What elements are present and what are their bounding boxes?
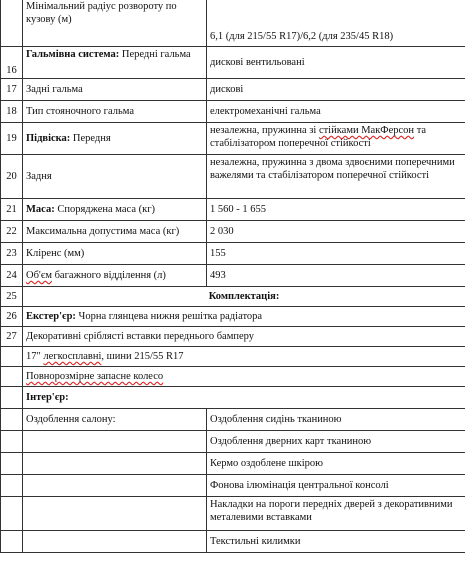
equipment-item [23, 347, 465, 367]
spec-value: дискові вентильовані [207, 47, 465, 79]
spec-value [207, 123, 465, 155]
row-number [1, 453, 23, 475]
section-title: Комплектація: [23, 287, 465, 307]
equipment-item: Кермо оздоблене шкірою [207, 453, 465, 475]
spec-label-spellcheck: Об'єм [26, 270, 52, 281]
group-heading: Інтер'єр: [23, 387, 465, 409]
spec-label-text: Передні гальма [119, 49, 191, 60]
row-number [1, 497, 23, 531]
equipment-text-spellcheck: Повнорозмірне запасне колесо [26, 371, 164, 382]
row-number: 18 [1, 101, 23, 123]
spec-value: 6,1 (для 215/55 R17)/6,2 (для 235/45 R18) [207, 0, 465, 47]
table-row [1, 497, 465, 531]
row-number: 20 [1, 155, 23, 199]
table-row [1, 475, 465, 497]
value-text: та стабілізатором поперечної стійкості [210, 125, 427, 149]
equipment-text: Чорна глянцева нижня решітка радіатора [75, 311, 263, 322]
row-number [1, 387, 23, 409]
group-heading: Маса: [26, 204, 55, 215]
row-number [1, 0, 23, 47]
spec-label [23, 47, 207, 79]
value-text: незалежна, пружинна зі [210, 125, 319, 136]
spec-label [23, 475, 207, 497]
group-heading: Підвіска: [26, 133, 71, 144]
spec-value: 493 [207, 265, 465, 287]
spec-label: Кліренс (мм) [23, 243, 207, 265]
spec-label [23, 497, 207, 531]
spec-label-text: Передня [70, 133, 111, 144]
table-row [1, 0, 465, 47]
row-number: 22 [1, 221, 23, 243]
table-row [1, 221, 465, 243]
table-row [1, 79, 465, 101]
spec-label: Задні гальма [23, 79, 207, 101]
spec-label [23, 431, 207, 453]
row-number: 24 [1, 265, 23, 287]
table-row [1, 431, 465, 453]
spec-value: дискові [207, 79, 465, 101]
table-row [1, 531, 465, 553]
spec-label: Мінімальний радіус розвороту по кузову (м) [23, 0, 207, 47]
row-number: 27 [1, 327, 23, 347]
value-text-spellcheck: стійками МакФерсон [318, 125, 415, 136]
spec-label: Задня [23, 155, 207, 199]
row-number [1, 367, 23, 387]
row-number [1, 431, 23, 453]
row-number [1, 347, 23, 367]
equipment-item [23, 367, 465, 387]
section-row [1, 287, 465, 307]
spec-value: 2 030 [207, 221, 465, 243]
spec-label [23, 265, 207, 287]
equipment-text: , шини 215/55 R17 [101, 351, 184, 362]
table-row [1, 409, 465, 431]
row-number [1, 531, 23, 553]
spec-label [23, 199, 207, 221]
spec-label: Тип стояночного гальма [23, 101, 207, 123]
spec-label-text: багажного відділення (л) [51, 270, 166, 281]
row-number [1, 475, 23, 497]
equipment-item: Оздоблення дверних карт тканиною [207, 431, 465, 453]
row-number: 23 [1, 243, 23, 265]
equipment-item: Накладки на пороги передніх дверей з декоративними металевими вставками [207, 497, 465, 531]
row-number [1, 409, 23, 431]
spec-label [23, 531, 207, 553]
spec-label: Оздоблення салону: [23, 409, 207, 431]
group-heading: Гальмівна система: [26, 49, 120, 60]
row-number: 19 [1, 123, 23, 155]
spec-value: 1 560 - 1 655 [207, 199, 465, 221]
equipment-item [23, 307, 465, 327]
table-row [1, 327, 465, 347]
table-row [1, 199, 465, 221]
equipment-item: Оздоблення сидінь тканиною [207, 409, 465, 431]
row-number: 25 [1, 287, 23, 307]
table-row [1, 101, 465, 123]
spec-label: Максимальна допустима маса (кг) [23, 221, 207, 243]
row-number: 26 [1, 307, 23, 327]
spec-label-text: Споряджена маса (кг) [54, 204, 156, 215]
equipment-item: Декоративні сріблясті вставки переднього бамперу [23, 327, 465, 347]
row-number: 21 [1, 199, 23, 221]
equipment-item: Фонова ілюмінація центральної консолі [207, 475, 465, 497]
row-number: 16 [1, 47, 23, 79]
table-row [1, 453, 465, 475]
spec-value: електромеханічні гальма [207, 101, 465, 123]
row-number: 17 [1, 79, 23, 101]
equipment-text-spellcheck: легкосплавні [43, 351, 102, 362]
group-heading: Екстер'єр: [26, 311, 76, 322]
table-row [1, 155, 465, 199]
section-row [1, 387, 465, 409]
table-row [1, 47, 465, 79]
equipment-text: 17" [26, 351, 44, 362]
equipment-item: Текстильні килимки [207, 531, 465, 553]
spec-value: 155 [207, 243, 465, 265]
spec-label [23, 453, 207, 475]
table-row [1, 347, 465, 367]
table-row [1, 123, 465, 155]
table-row [1, 367, 465, 387]
spec-value: незалежна, пружинна з двома здвоєними поперечними важелями та стабілізатором поперечної стійкості [207, 155, 465, 199]
table-row [1, 307, 465, 327]
spec-label [23, 123, 207, 155]
table-row [1, 243, 465, 265]
table-row [1, 265, 465, 287]
